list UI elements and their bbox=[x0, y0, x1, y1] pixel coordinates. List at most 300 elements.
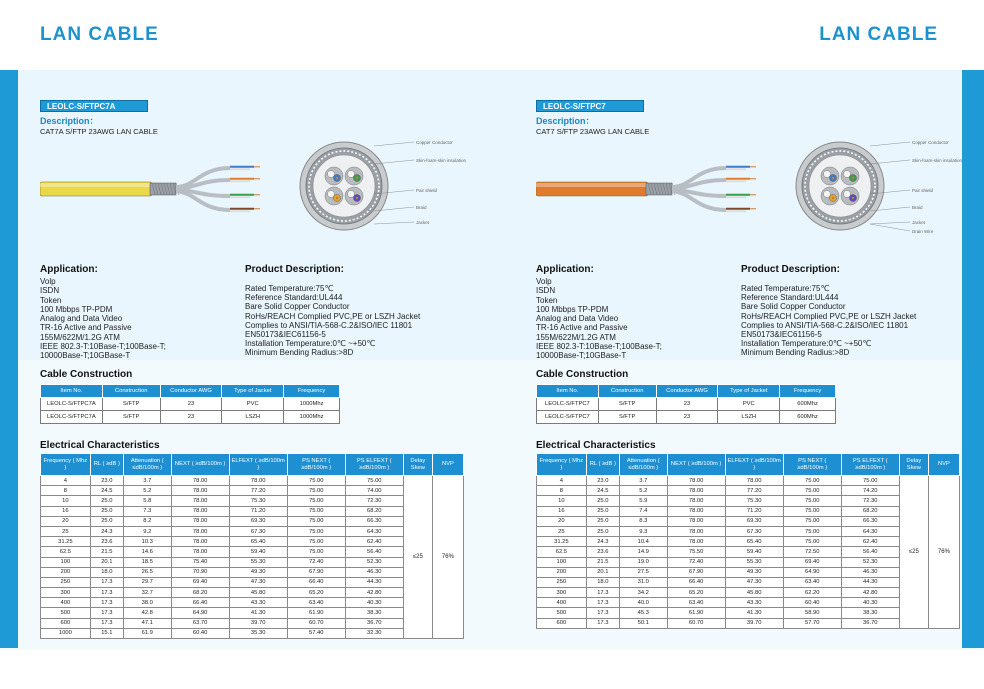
table-cell: 20.1 bbox=[90, 557, 123, 567]
table-cell: 74.00 bbox=[345, 486, 403, 496]
table-cell: 10.4 bbox=[619, 537, 667, 547]
table-cell: 18.0 bbox=[90, 567, 123, 577]
table-cell: 74.20 bbox=[841, 486, 899, 496]
table-cell: 41.30 bbox=[725, 608, 783, 618]
application-item: 155M/622M/1.2G ATM bbox=[40, 332, 120, 342]
table-cell: 75.00 bbox=[287, 486, 345, 496]
product-description-item: Minimum Bending Radius:>8D bbox=[741, 348, 850, 358]
table-cell: 5.2 bbox=[123, 486, 171, 496]
table-cell: 49.30 bbox=[229, 567, 287, 577]
nvp-value: 76% bbox=[928, 476, 959, 629]
table-cell: 43.30 bbox=[725, 598, 783, 608]
application-title: Application: bbox=[40, 264, 98, 275]
application-item: Analog and Data Video bbox=[40, 314, 123, 324]
table-cell: 72.30 bbox=[345, 496, 403, 506]
table-cell: 65.20 bbox=[287, 588, 345, 598]
copper-core bbox=[852, 197, 854, 199]
table-cell: 38.30 bbox=[345, 608, 403, 618]
label-leader bbox=[870, 142, 910, 146]
table-row bbox=[537, 618, 960, 628]
label-leader bbox=[870, 224, 910, 231]
table-cell: 78.00 bbox=[667, 537, 725, 547]
table-cell: 25.0 bbox=[586, 496, 619, 506]
table-cell: 62.5 bbox=[41, 547, 91, 557]
table-row bbox=[41, 411, 340, 424]
conductor-white bbox=[348, 191, 355, 198]
application-item: TR-16 Active and Passive bbox=[536, 323, 628, 333]
table-row bbox=[41, 628, 464, 638]
table-cell: 60.40 bbox=[171, 628, 229, 638]
table-cell: 78.00 bbox=[171, 486, 229, 496]
application-item: Volp bbox=[536, 277, 552, 286]
table-cell: 200 bbox=[41, 567, 91, 577]
table-cell: LEOLC-S/FTPC7A bbox=[41, 411, 103, 424]
table-row bbox=[537, 496, 960, 506]
column-header: Item No. bbox=[41, 385, 103, 398]
table-cell: S/FTP bbox=[598, 411, 656, 424]
table-cell: 36.70 bbox=[841, 618, 899, 628]
column-header: Frequency ( Mhz ) bbox=[41, 454, 91, 476]
table-cell: 75.00 bbox=[287, 476, 345, 486]
product-description-title: Product Description: bbox=[245, 264, 344, 275]
table-cell: 31.0 bbox=[619, 577, 667, 587]
table-cell: 71.20 bbox=[725, 506, 783, 516]
conductor-white bbox=[348, 171, 355, 178]
table-cell: 17.3 bbox=[586, 618, 619, 628]
table-cell: 72.40 bbox=[667, 557, 725, 567]
side-bar bbox=[0, 70, 18, 648]
application-title: Application: bbox=[536, 264, 594, 275]
column-header: Delay Skew bbox=[403, 454, 432, 476]
product-description-item: Complies to ANSI/TIA-568-C.2&ISO/IEC 11801 bbox=[741, 320, 909, 330]
table-row bbox=[537, 598, 960, 608]
table-cell: 75.00 bbox=[287, 526, 345, 536]
table-cell: 21.5 bbox=[90, 547, 123, 557]
electrical-characteristics-table bbox=[40, 453, 464, 639]
column-header: RL ( ≥dB ) bbox=[586, 454, 619, 476]
table-cell: 75.00 bbox=[783, 506, 841, 516]
table-cell: 66.40 bbox=[171, 598, 229, 608]
table-cell: 75.00 bbox=[287, 537, 345, 547]
table-cell: 68.20 bbox=[171, 588, 229, 598]
column-header: Type of Jacket bbox=[718, 385, 780, 398]
table-cell: 18.5 bbox=[123, 557, 171, 567]
table-row bbox=[537, 608, 960, 618]
table-cell: 47.30 bbox=[725, 577, 783, 587]
application-item: 10000Base-T;10GBase-T bbox=[536, 351, 627, 361]
table-cell: S/FTP bbox=[102, 411, 160, 424]
application-item: 155M/622M/1.2G ATM bbox=[536, 332, 616, 342]
table-cell: 42.80 bbox=[345, 588, 403, 598]
column-header: Construction bbox=[598, 385, 656, 398]
cross-section-image bbox=[792, 134, 972, 234]
table-cell: 16 bbox=[41, 506, 91, 516]
table-cell: 61.9 bbox=[123, 628, 171, 638]
product-description-list bbox=[245, 284, 420, 358]
product-description-title: Product Description: bbox=[741, 264, 840, 275]
table-cell: 20 bbox=[41, 516, 91, 526]
table-cell: S/FTP bbox=[102, 398, 160, 411]
table-cell: 78.00 bbox=[725, 476, 783, 486]
cross-section-label: Pair shield bbox=[912, 188, 934, 193]
table-cell: 56.40 bbox=[345, 547, 403, 557]
table-cell: 46.30 bbox=[841, 567, 899, 577]
table-cell: 62.40 bbox=[345, 537, 403, 547]
table-cell: 52.30 bbox=[345, 557, 403, 567]
label-leader bbox=[374, 142, 414, 146]
table-cell: 250 bbox=[41, 577, 91, 587]
table-cell: 17.3 bbox=[90, 608, 123, 618]
table-cell: 64.30 bbox=[345, 526, 403, 536]
table-cell: 67.90 bbox=[287, 567, 345, 577]
table-cell: 75.00 bbox=[841, 476, 899, 486]
table-cell: 24.3 bbox=[586, 537, 619, 547]
table-cell: 38.30 bbox=[841, 608, 899, 618]
table-cell: 75.30 bbox=[229, 496, 287, 506]
table-row bbox=[537, 577, 960, 587]
table-cell: 67.30 bbox=[725, 526, 783, 536]
table-cell: 65.20 bbox=[667, 588, 725, 598]
table-cell: 400 bbox=[537, 598, 587, 608]
table-cell: 300 bbox=[537, 588, 587, 598]
copper-core bbox=[852, 177, 854, 179]
table-cell: 23 bbox=[656, 411, 718, 424]
table-cell: 57.40 bbox=[287, 628, 345, 638]
table-cell: 63.40 bbox=[667, 598, 725, 608]
table-cell: 39.70 bbox=[725, 618, 783, 628]
table-cell: 78.00 bbox=[171, 537, 229, 547]
application-item: TR-16 Active and Passive bbox=[40, 323, 132, 333]
electrical-characteristics-title: Electrical Characteristics bbox=[40, 440, 160, 451]
table-cell: 31.25 bbox=[537, 537, 587, 547]
product-description-item: Complies to ANSI/TIA-568-C.2&ISO/IEC 11801 bbox=[245, 320, 413, 330]
table-cell: 47.30 bbox=[229, 577, 287, 587]
nvp-value: 76% bbox=[432, 476, 463, 639]
table-cell: 65.40 bbox=[229, 537, 287, 547]
cross-section-label: Skin-foam-skin insulation bbox=[912, 158, 963, 163]
table-row bbox=[537, 486, 960, 496]
table-cell: 43.30 bbox=[229, 598, 287, 608]
table-cell: LEOLC-S/FTPC7A bbox=[41, 398, 103, 411]
table-cell: 25.0 bbox=[90, 506, 123, 516]
table-row bbox=[537, 476, 960, 486]
table-cell: 23.0 bbox=[90, 476, 123, 486]
table-cell: 64.30 bbox=[841, 526, 899, 536]
table-cell: 400 bbox=[41, 598, 91, 608]
table-row bbox=[41, 398, 340, 411]
application-item: Token bbox=[536, 295, 558, 305]
page-number: 03 bbox=[969, 627, 978, 636]
table-cell: 17.3 bbox=[586, 588, 619, 598]
description-text: CAT7 S/FTP 23AWG LAN CABLE bbox=[536, 127, 650, 136]
application-item: Analog and Data Video bbox=[536, 314, 619, 324]
table-cell: 75.30 bbox=[725, 496, 783, 506]
table-cell: 36.70 bbox=[345, 618, 403, 628]
table-cell: 75.00 bbox=[783, 486, 841, 496]
table-cell: 52.30 bbox=[841, 557, 899, 567]
table-row bbox=[537, 588, 960, 598]
table-cell: 55.30 bbox=[725, 557, 783, 567]
cable-image bbox=[40, 160, 280, 225]
column-header: Conductor AWG bbox=[656, 385, 718, 398]
table-cell: 5.2 bbox=[619, 486, 667, 496]
column-header: ELFEXT ( ≥dB/100m ) bbox=[725, 454, 783, 476]
table-cell: 75.00 bbox=[287, 516, 345, 526]
table-cell: 75.00 bbox=[783, 516, 841, 526]
braid-shield bbox=[646, 183, 672, 195]
table-cell: 24.5 bbox=[90, 486, 123, 496]
page-number: 02 bbox=[2, 627, 11, 636]
column-header: Item No. bbox=[537, 385, 599, 398]
conductor-white bbox=[824, 171, 831, 178]
table-cell: 39.70 bbox=[229, 618, 287, 628]
table-cell: 24.5 bbox=[586, 486, 619, 496]
table-row bbox=[41, 526, 464, 536]
table-cell: 1000Mhz bbox=[284, 411, 340, 424]
application-list bbox=[536, 277, 662, 361]
table-cell: 45.80 bbox=[229, 588, 287, 598]
table-cell: 20.1 bbox=[586, 567, 619, 577]
table-cell: 56.40 bbox=[841, 547, 899, 557]
column-header: Conductor AWG bbox=[160, 385, 222, 398]
table-row bbox=[41, 486, 464, 496]
description-label: Description： bbox=[40, 116, 99, 126]
table-cell: 20 bbox=[537, 516, 587, 526]
page-right bbox=[492, 0, 984, 689]
product-description-item: RoHs/REACH Complied PVC,PE or LSZH Jacket bbox=[245, 311, 421, 321]
delay-skew-value: ≤25 bbox=[403, 476, 432, 639]
copper-core bbox=[832, 177, 834, 179]
table-cell: 17.3 bbox=[90, 598, 123, 608]
table-row bbox=[41, 567, 464, 577]
table-cell: 31.25 bbox=[41, 537, 91, 547]
table-cell: LEOLC-S/FTPC7 bbox=[537, 411, 599, 424]
table-cell: 75.00 bbox=[783, 496, 841, 506]
table-cell: 77.20 bbox=[229, 486, 287, 496]
table-row bbox=[41, 516, 464, 526]
product-description-item: RoHs/REACH Complied PVC,PE or LSZH Jacket bbox=[741, 311, 917, 321]
table-cell: 69.40 bbox=[783, 557, 841, 567]
page-title: LAN CABLE bbox=[819, 24, 938, 45]
cable-construction-table bbox=[536, 384, 836, 424]
table-cell: 500 bbox=[537, 608, 587, 618]
table-cell: 59.40 bbox=[229, 547, 287, 557]
cross-section-image bbox=[296, 134, 476, 234]
table-cell: 50.1 bbox=[619, 618, 667, 628]
table-cell: 78.00 bbox=[667, 526, 725, 536]
cross-section-label: Copper Conductor bbox=[912, 140, 949, 145]
electrical-characteristics-table bbox=[536, 453, 960, 629]
table-row bbox=[537, 516, 960, 526]
cross-section-label: Jacket bbox=[912, 220, 926, 225]
table-cell: 14.9 bbox=[619, 547, 667, 557]
table-row bbox=[537, 411, 836, 424]
table-cell: 78.00 bbox=[171, 506, 229, 516]
table-cell: 16 bbox=[537, 506, 587, 516]
table-cell: 78.00 bbox=[171, 516, 229, 526]
table-cell: 63.40 bbox=[287, 598, 345, 608]
table-cell: 32.7 bbox=[123, 588, 171, 598]
table-row bbox=[41, 588, 464, 598]
table-cell: 14.6 bbox=[123, 547, 171, 557]
table-cell: 78.00 bbox=[667, 486, 725, 496]
product-description-list bbox=[741, 284, 916, 358]
column-header: RL ( ≥dB ) bbox=[90, 454, 123, 476]
table-cell: 69.30 bbox=[725, 516, 783, 526]
table-cell: LSZH bbox=[222, 411, 284, 424]
table-cell: 25.0 bbox=[586, 506, 619, 516]
table-row bbox=[537, 537, 960, 547]
table-cell: 70.90 bbox=[171, 567, 229, 577]
product-description-item: Rated Temperature:75℃ bbox=[741, 284, 830, 293]
table-cell: 75.00 bbox=[783, 537, 841, 547]
table-cell: 17.3 bbox=[90, 577, 123, 587]
table-cell: 7.4 bbox=[619, 506, 667, 516]
copper-core bbox=[336, 177, 338, 179]
table-cell: 3.7 bbox=[123, 476, 171, 486]
table-cell: 35.30 bbox=[229, 628, 287, 638]
product-description-item: Rated Temperature:75℃ bbox=[245, 284, 334, 293]
table-cell: 58.90 bbox=[783, 608, 841, 618]
cross-section-label: Skin-foam-skin insulation bbox=[416, 158, 467, 163]
product-description-item: Reference Standard:UL444 bbox=[741, 293, 839, 303]
table-cell: 55.30 bbox=[229, 557, 287, 567]
label-leader bbox=[870, 222, 910, 224]
table-cell: 17.3 bbox=[90, 588, 123, 598]
product-description-item: Installation Temperature:0℃ ~+50℃ bbox=[245, 339, 376, 349]
conductor-white bbox=[844, 191, 851, 198]
cable-construction-title: Cable Construction bbox=[536, 369, 629, 380]
table-cell: 25.0 bbox=[586, 526, 619, 536]
table-cell: 300 bbox=[41, 588, 91, 598]
cross-section-label: Jacket bbox=[416, 220, 430, 225]
table-cell: 200 bbox=[537, 567, 587, 577]
table-cell: 38.0 bbox=[123, 598, 171, 608]
table-cell: 5.9 bbox=[619, 496, 667, 506]
table-cell: 8.2 bbox=[123, 516, 171, 526]
table-cell: 40.0 bbox=[619, 598, 667, 608]
table-cell: 72.40 bbox=[287, 557, 345, 567]
table-cell: 60.70 bbox=[667, 618, 725, 628]
table-cell: 68.20 bbox=[345, 506, 403, 516]
application-item: IEEE 802.3-T:10Base-T;100Base-T; bbox=[40, 342, 166, 352]
column-header: Frequency bbox=[284, 385, 340, 398]
copper-core bbox=[356, 177, 358, 179]
column-header: NVP bbox=[432, 454, 463, 476]
table-cell: 41.30 bbox=[229, 608, 287, 618]
table-cell: 63.40 bbox=[783, 577, 841, 587]
table-cell: 32.30 bbox=[345, 628, 403, 638]
table-cell: 23.6 bbox=[586, 547, 619, 557]
table-cell: 57.70 bbox=[783, 618, 841, 628]
table-cell: LSZH bbox=[718, 411, 780, 424]
table-cell: 78.00 bbox=[229, 476, 287, 486]
table-cell: 78.00 bbox=[171, 547, 229, 557]
table-cell: 75.00 bbox=[783, 526, 841, 536]
table-cell: 78.00 bbox=[171, 526, 229, 536]
table-cell: 78.00 bbox=[171, 476, 229, 486]
conductor-white bbox=[328, 171, 335, 178]
inner-core bbox=[313, 155, 375, 217]
table-cell: 69.40 bbox=[171, 577, 229, 587]
table-cell: 64.90 bbox=[171, 608, 229, 618]
table-cell: 40.30 bbox=[345, 598, 403, 608]
table-cell: 65.40 bbox=[725, 537, 783, 547]
table-cell: 72.50 bbox=[783, 547, 841, 557]
table-cell: 46.30 bbox=[345, 567, 403, 577]
application-item: 100 Mbbps TP-PDM bbox=[40, 304, 113, 314]
product-description-item: Reference Standard:UL444 bbox=[245, 293, 343, 303]
table-cell: 10 bbox=[41, 496, 91, 506]
table-cell: 600Mhz bbox=[780, 398, 836, 411]
table-cell: 78.00 bbox=[667, 496, 725, 506]
column-header: NEXT ( ≥dB/100m ) bbox=[667, 454, 725, 476]
table-cell: 78.00 bbox=[667, 516, 725, 526]
table-row bbox=[41, 506, 464, 516]
table-cell: 75.00 bbox=[287, 506, 345, 516]
table-cell: 66.40 bbox=[287, 577, 345, 587]
table-cell: 23.0 bbox=[586, 476, 619, 486]
table-cell: 9.2 bbox=[123, 526, 171, 536]
copper-core bbox=[336, 197, 338, 199]
column-header: PS ELFEXT ( ≥dB/100m ) bbox=[345, 454, 403, 476]
table-cell: 21.5 bbox=[586, 557, 619, 567]
electrical-characteristics-title: Electrical Characteristics bbox=[536, 440, 656, 451]
table-row bbox=[41, 557, 464, 567]
table-cell: 1000 bbox=[41, 628, 91, 638]
table-cell: 8.3 bbox=[619, 516, 667, 526]
copper-core bbox=[356, 197, 358, 199]
cable-image bbox=[536, 160, 776, 225]
table-cell: 23 bbox=[160, 411, 222, 424]
table-cell: 49.30 bbox=[725, 567, 783, 577]
copper-core bbox=[832, 197, 834, 199]
application-item: Token bbox=[40, 295, 62, 305]
table-cell: 100 bbox=[41, 557, 91, 567]
table-cell: 15.1 bbox=[90, 628, 123, 638]
table-row bbox=[41, 598, 464, 608]
table-cell: 44.30 bbox=[345, 577, 403, 587]
description-text: CAT7A S/FTP 23AWG LAN CABLE bbox=[40, 127, 158, 136]
table-cell: 18.0 bbox=[586, 577, 619, 587]
table-cell: S/FTP bbox=[598, 398, 656, 411]
table-row bbox=[537, 526, 960, 536]
column-header: Attenuation ( ≤dB/100m ) bbox=[619, 454, 667, 476]
column-header: Attenuation ( ≤dB/100m ) bbox=[123, 454, 171, 476]
table-cell: 69.30 bbox=[229, 516, 287, 526]
table-row bbox=[41, 547, 464, 557]
table-cell: 17.3 bbox=[90, 618, 123, 628]
product-description-item: EN50173&IEC61156-5 bbox=[245, 330, 326, 340]
table-cell: PVC bbox=[718, 398, 780, 411]
column-header: NVP bbox=[928, 454, 959, 476]
table-cell: 100 bbox=[537, 557, 587, 567]
table-cell: 27.5 bbox=[619, 567, 667, 577]
column-header: NEXT ( ≥dB/100m ) bbox=[171, 454, 229, 476]
table-row bbox=[41, 618, 464, 628]
table-cell: 62.40 bbox=[841, 537, 899, 547]
table-cell: PVC bbox=[222, 398, 284, 411]
table-cell: 47.1 bbox=[123, 618, 171, 628]
table-cell: 7.3 bbox=[123, 506, 171, 516]
table-cell: 8 bbox=[537, 486, 587, 496]
table-cell: 23 bbox=[656, 398, 718, 411]
table-cell: 68.20 bbox=[841, 506, 899, 516]
table-cell: 600 bbox=[537, 618, 587, 628]
table-cell: 77.20 bbox=[725, 486, 783, 496]
table-cell: 40.30 bbox=[841, 598, 899, 608]
table-cell: 34.2 bbox=[619, 588, 667, 598]
